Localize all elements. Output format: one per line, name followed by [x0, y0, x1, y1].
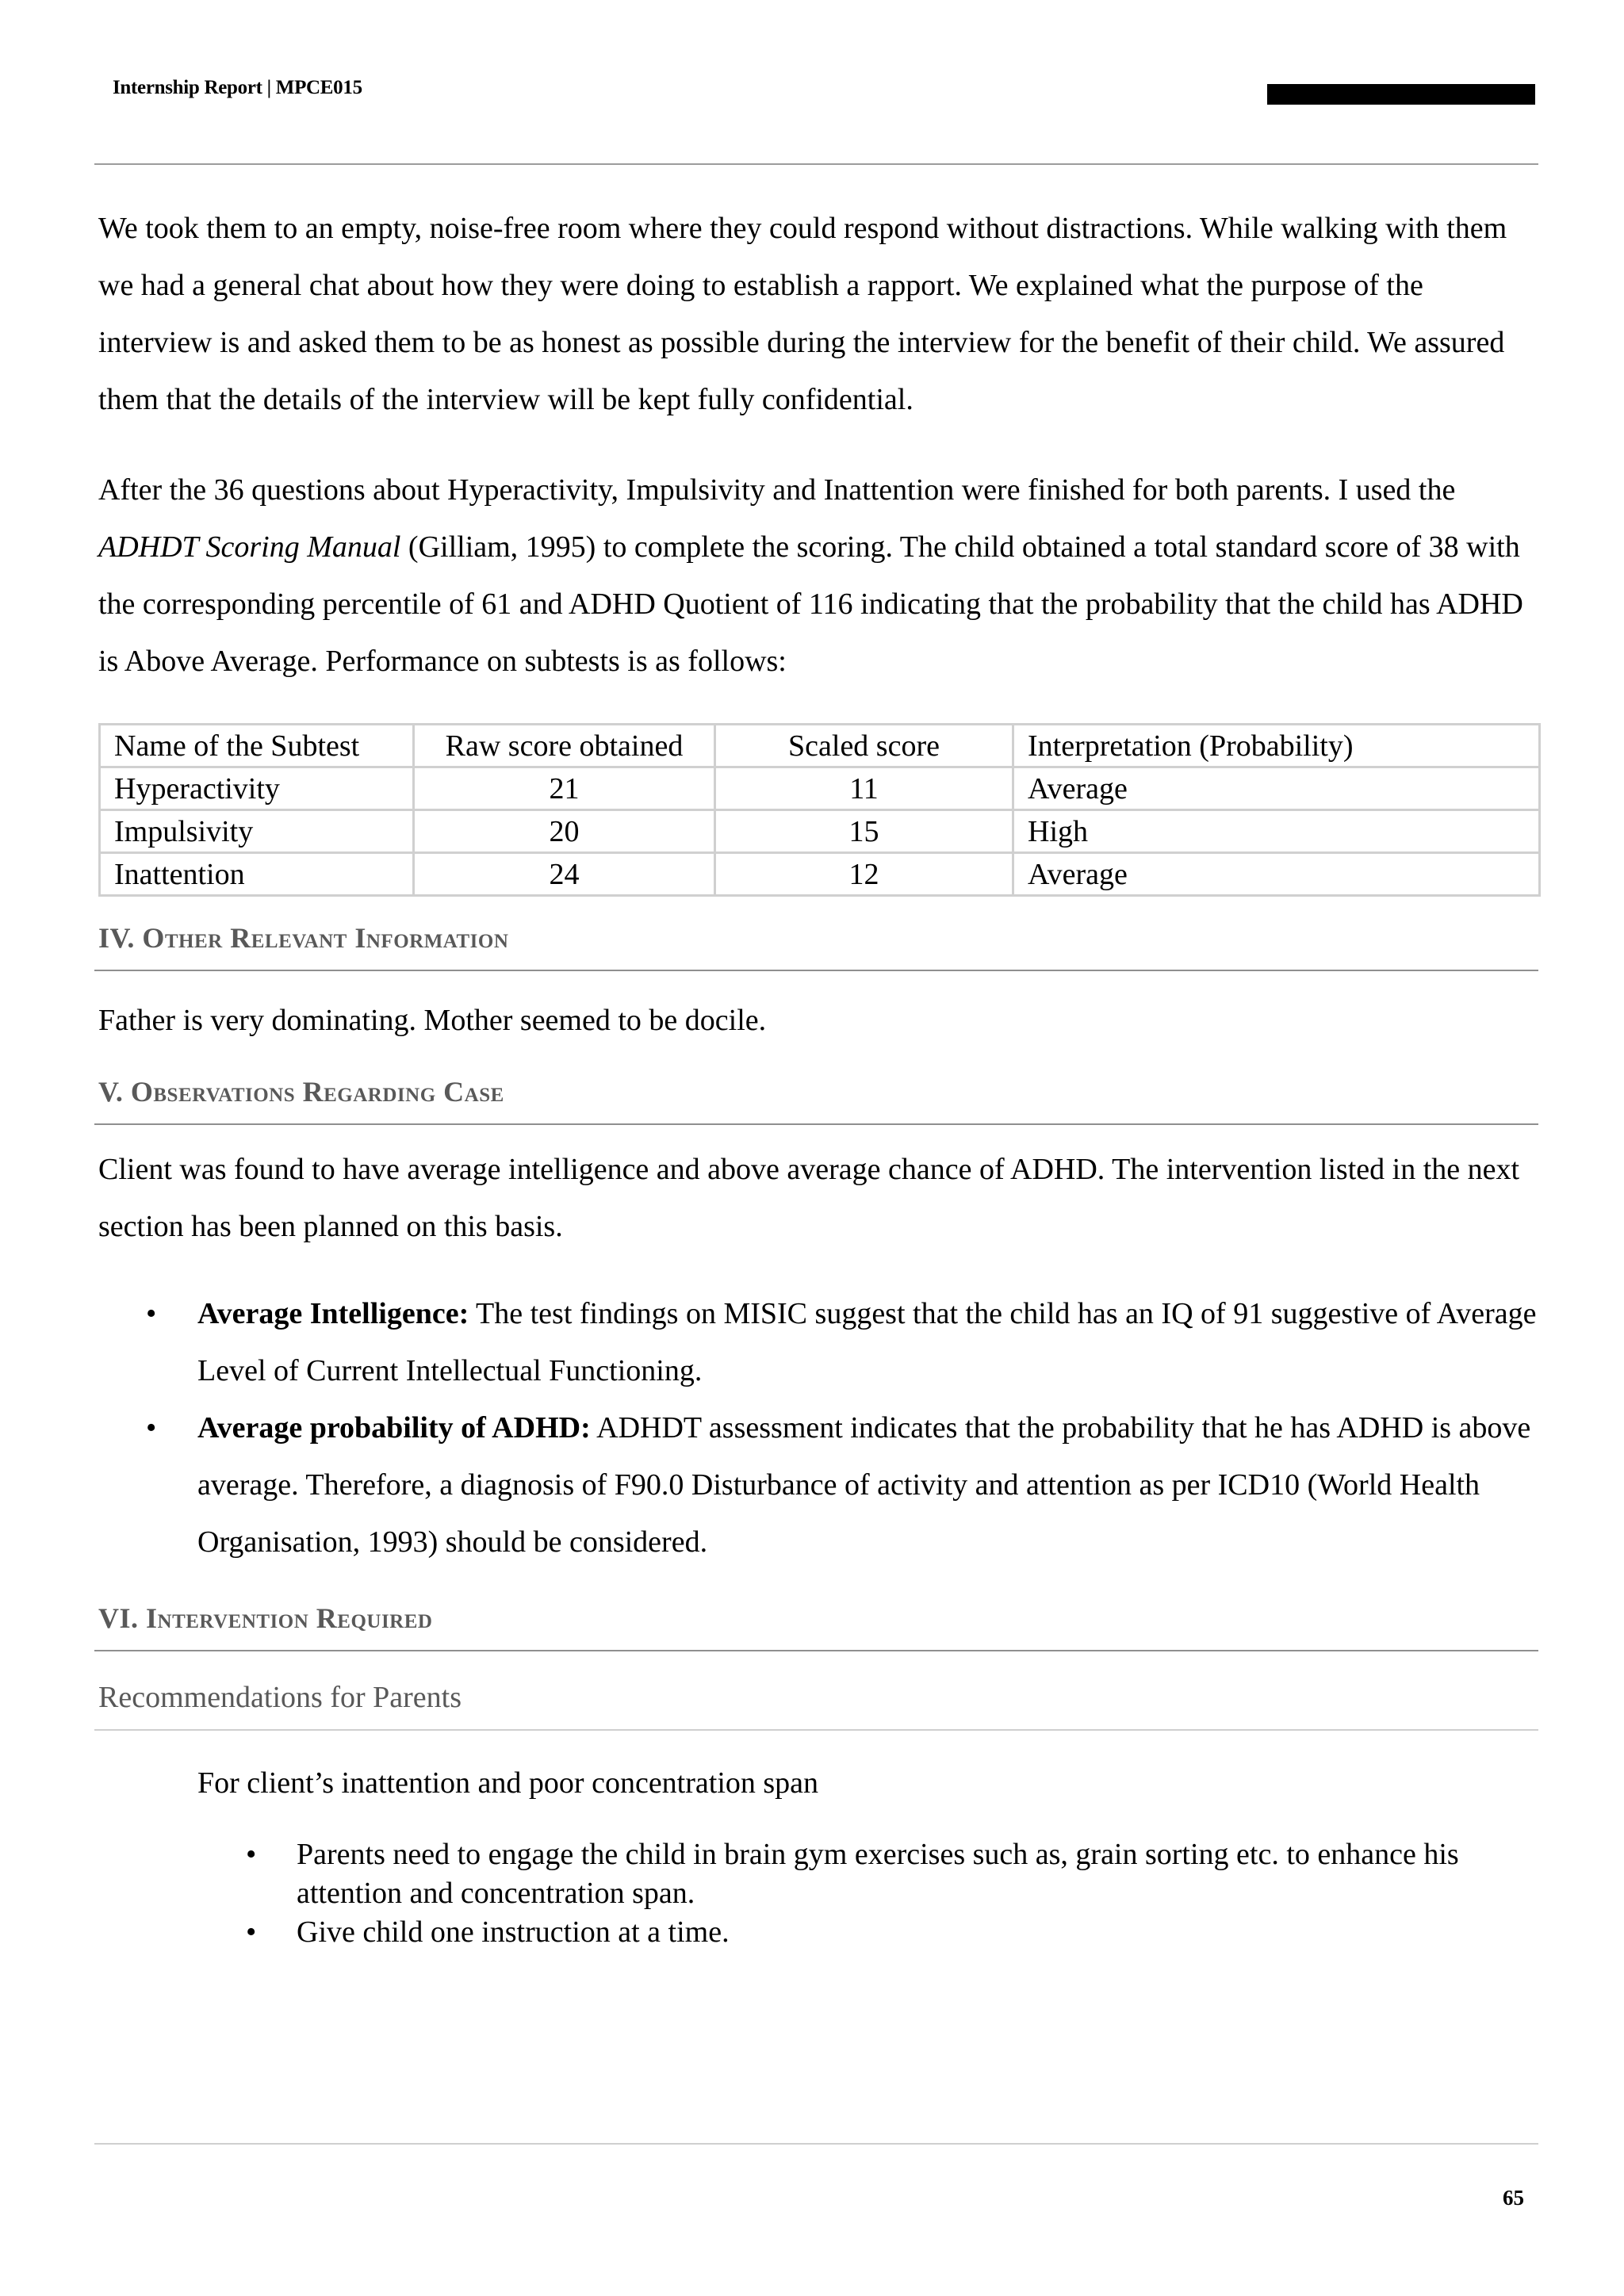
redaction-bar: [1267, 84, 1535, 105]
table-header-cell: Raw score obtained: [414, 725, 715, 767]
table-cell: 21: [414, 767, 715, 810]
recommendations-intro: For client’s inattention and poor concentration span: [197, 1766, 819, 1800]
table-row: [100, 767, 1540, 810]
bullet-icon: •: [246, 1838, 257, 1871]
paragraph-scoring-text-2: (Gilliam, 1995) to complete the scoring. The child obtained a total standard score of 38 with the corresponding percentile of 61 and ADHD Quotient of 116 indicating that the probability that the child has ADHD is Above Average. Performance on subtests is as follows:: [98, 530, 1523, 678]
section-divider: [94, 970, 1538, 971]
table-cell: 24: [414, 853, 715, 896]
list-item: [98, 1835, 1538, 1913]
bullet-icon: •: [146, 1297, 157, 1330]
list-item: [98, 1913, 1538, 1952]
list-item-text: ADHDT assessment indicates that the probability that he has ADHD is above average. Therefore, a diagnosis of F90.0 Disturbance of activity and attention as per ICD10 (World Health Organisation, 1993) should be considered.: [197, 1411, 1531, 1559]
list-item-text: Give child one instruction at a time.: [297, 1915, 730, 1949]
subheading-recommendations: Recommendations for Parents: [98, 1681, 462, 1714]
table-row: [100, 810, 1540, 853]
recommendation-list: [98, 1835, 1538, 1952]
paragraph-observations: Client was found to have average intelligence and above average chance of ADHD. The intervention listed in the next section has been planned on this basis.: [98, 1153, 1520, 1243]
table-cell: Inattention: [100, 853, 414, 896]
table-header-cell: Interpretation (Probability): [1013, 725, 1540, 767]
subsection-divider: [94, 1729, 1538, 1731]
list-item: [98, 1285, 1538, 1399]
paragraph-scoring: [98, 461, 1538, 690]
list-item-text: Parents need to engage the child in brain gym exercises such as, grain sorting etc. to enhance his attention and concentration span.: [297, 1838, 1459, 1910]
table-header-row: [100, 725, 1540, 767]
table-header-cell: Scaled score: [715, 725, 1013, 767]
table-header-cell: Name of the Subtest: [100, 725, 414, 767]
table-cell: High: [1013, 810, 1540, 853]
list-item-text: The test findings on MISIC suggest that the child has an IQ of 91 suggestive of Average Level of Current Intellectual Functioning.: [197, 1297, 1537, 1387]
section-heading-observations: V. Observations Regarding Case: [98, 1076, 504, 1108]
section-heading-intervention: VI. Intervention Required: [98, 1602, 433, 1634]
paragraph-interview-setting: We took them to an empty, noise-free room where they could respond without distractions. While walking with them we had a general chat about how they were doing to establish a rapport. We explained what the purpose of the interview is and asked them to be as honest as possible during the interview for the benefit of their child. We assured them that the details of the interview will be kept fully confidential.: [98, 212, 1507, 416]
paragraph-scoring-text-1: After the 36 questions about Hyperactivity, Impulsivity and Inattention were finished for both parents. I used the: [98, 473, 1456, 507]
section-divider: [94, 1650, 1538, 1651]
table-cell: 15: [715, 810, 1013, 853]
list-item-label: Average probability of ADHD:: [197, 1411, 591, 1445]
section-divider: [94, 1123, 1538, 1125]
bullet-icon: •: [246, 1915, 257, 1949]
list-item-label: Average Intelligence:: [197, 1297, 469, 1330]
scoring-manual-title: ADHDT Scoring Manual: [98, 530, 401, 564]
page-number: 65: [1503, 2186, 1524, 2210]
observation-list: [98, 1285, 1538, 1571]
section-heading-other-info: IV. Other Relevant Information: [98, 922, 509, 954]
bullet-icon: •: [146, 1411, 157, 1445]
table-row: [100, 853, 1540, 896]
table-cell: Hyperactivity: [100, 767, 414, 810]
table-cell: 12: [715, 853, 1013, 896]
footer-divider: [94, 2143, 1538, 2145]
paragraph-other-info: Father is very dominating. Mother seemed to be docile.: [98, 1004, 767, 1037]
header-divider: [94, 163, 1538, 165]
table-cell: Average: [1013, 853, 1540, 896]
table-cell: 11: [715, 767, 1013, 810]
table-cell: Impulsivity: [100, 810, 414, 853]
header-title: Internship Report | MPCE015: [113, 77, 362, 98]
page-content: [98, 200, 1538, 1952]
subtest-scores-table: [98, 723, 1541, 897]
list-item: [98, 1399, 1538, 1571]
table-cell: Average: [1013, 767, 1540, 810]
table-cell: 20: [414, 810, 715, 853]
